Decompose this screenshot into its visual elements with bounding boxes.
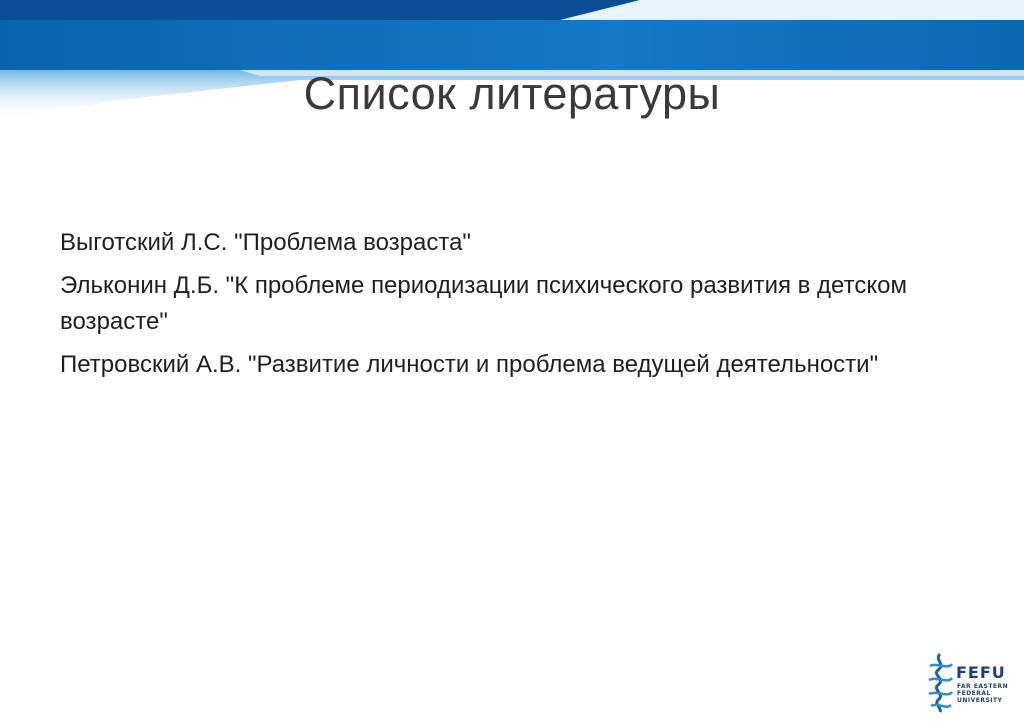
logo-line: FEDERAL: [957, 690, 991, 697]
reference-item: Выготский Л.С. "Проблема возраста": [60, 229, 471, 256]
fefu-logo: [926, 652, 1016, 714]
reference-item: Петровский А.В. "Развитие личности и проблема ведущей деятельности": [60, 351, 879, 378]
slide-title: Список литературы: [303, 68, 721, 119]
logo-subtitle: [957, 683, 1015, 704]
reference-item: Эльконин Д.Б. "К проблеме периодизации психического развития в детском возрасте": [60, 272, 907, 335]
fefu-emblem-icon: [926, 652, 954, 714]
reference-list: [60, 225, 990, 390]
band-dark-wedge: [0, 0, 640, 20]
logo-line: UNIVERSITY: [957, 697, 1003, 704]
logo-wordmark: FEFU: [956, 663, 1006, 682]
band-main: [0, 20, 1024, 70]
logo-line: FAR EASTERN: [957, 683, 1009, 690]
